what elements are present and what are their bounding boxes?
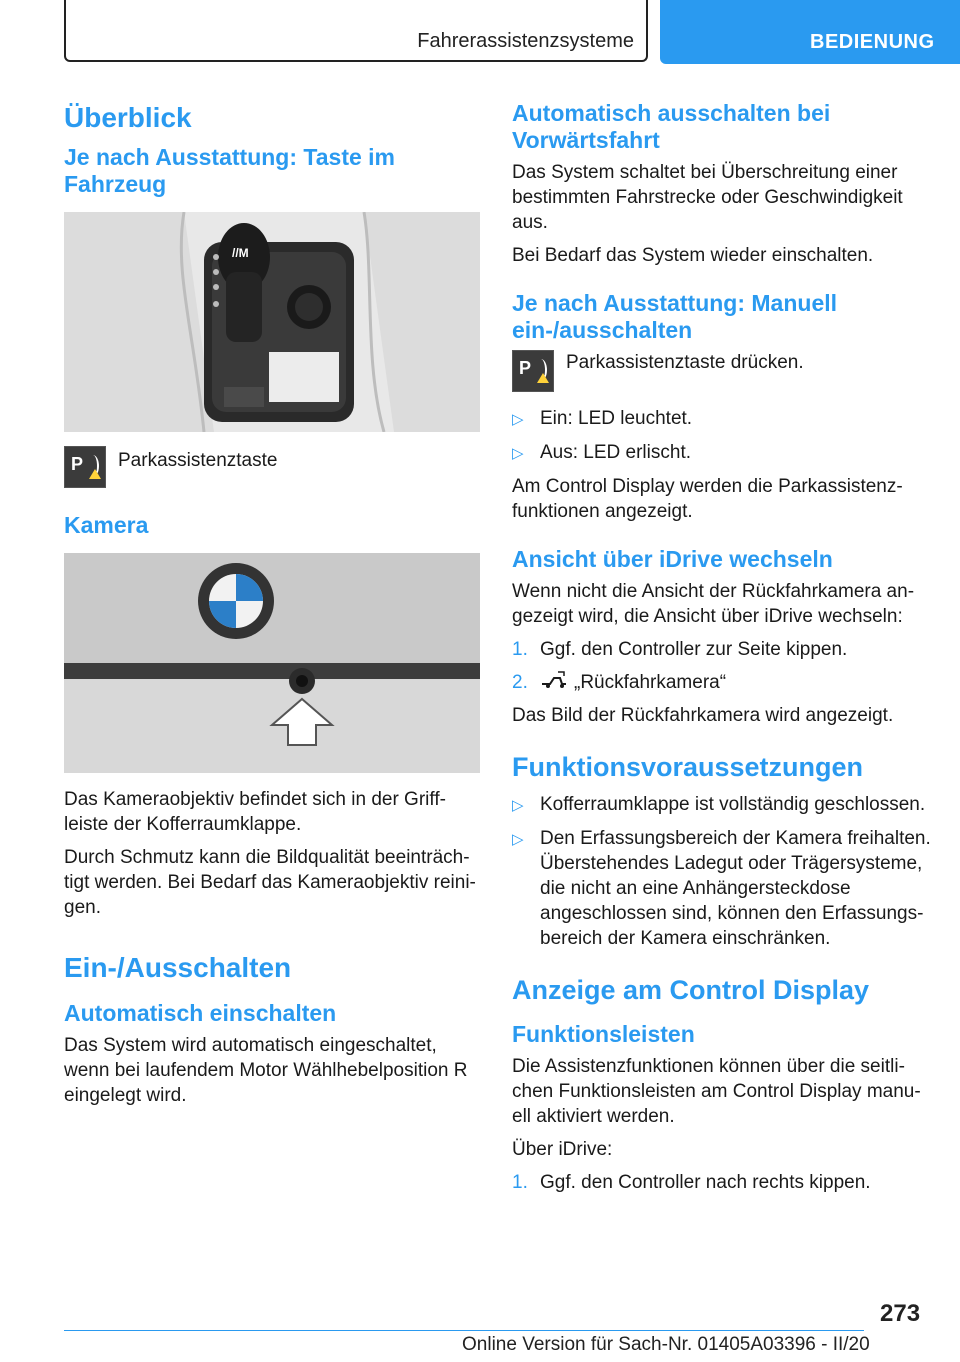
bullet-triangle-icon: ▷ xyxy=(512,831,524,848)
left-column xyxy=(64,100,480,1116)
auto-on-text: Das System wird automatisch eingeschaltet, wenn bei laufendem Motor Wählhebelposition R eingelegt wird. xyxy=(64,1035,468,1106)
bullet-triangle-icon: ▷ xyxy=(512,411,524,428)
heading-on-off: Ein-/Ausschalten xyxy=(64,952,292,983)
svg-text://M: //M xyxy=(232,246,249,260)
display-functions-text: Am Control Display werden die Parkassistenzfunktionen angezeigt. xyxy=(512,476,903,522)
change-view-text: Wenn nicht die Ansicht der Rückfahrkamera angezeigt wird, die Ansicht über iDrive wechseln: xyxy=(512,581,915,627)
camera-image-shown-text: Das Bild der Rückfahrkamera wird angezeigt. xyxy=(512,705,894,726)
bullet-keep-area-clear: ▷ Den Erfassungsbereich der Kamera freihalten. Überstehendes Ladegut oder Trägersysteme, die nicht an eine Anhängersteckdose angeschlossen sind, können den Erfassungsbereich der Kamera einschränken. xyxy=(512,828,931,949)
heading-manual-on-off: Je nach Ausstattung: Manuell ein-/ausschalten xyxy=(512,290,838,343)
footer-online-version: Online Version für Sach-Nr. 01405A03396 - II/20 xyxy=(462,1334,870,1355)
header-section-tab xyxy=(64,0,648,62)
page-number: 273 xyxy=(880,1300,921,1327)
footer-divider xyxy=(64,1330,864,1331)
right-column xyxy=(512,100,932,1203)
bullet-tailgate-closed: ▷ Kofferraumklappe ist vollständig geschlossen. xyxy=(512,792,932,818)
park-assist-button-label: Parkassistenztaste xyxy=(118,450,278,471)
heading-auto-on: Automatisch einschalten xyxy=(64,1000,337,1026)
reactivate-text: Bei Bedarf das System wieder einschalten. xyxy=(512,245,874,266)
console-photo xyxy=(64,212,480,432)
park-assist-button-icon: P xyxy=(64,446,106,488)
bullet-triangle-icon: ▷ xyxy=(512,797,524,814)
header-section-title: Fahrerassistenzsysteme xyxy=(417,30,634,52)
bullet-triangle-icon: ▷ xyxy=(512,445,524,462)
heading-auto-off: Automatisch ausschalten bei Vorwärtsfahrt xyxy=(512,100,831,153)
heading-overview: Überblick xyxy=(64,102,192,133)
function-bars-text: Die Assistenzfunktionen können über die seitlichen Funktionsleisten am Control Display manuell aktiviert werden. xyxy=(512,1056,921,1127)
bullet-led-off: ▷ Aus: LED erlischt. xyxy=(512,440,932,466)
camera-location-text: Das Kameraobjektiv befindet sich in der Griffleiste der Kofferraumklappe. xyxy=(64,789,446,835)
rear-camera-photo xyxy=(64,553,480,773)
header-chapter-tab xyxy=(660,0,960,64)
heading-control-display: Anzeige am Control Display xyxy=(512,975,870,1005)
park-assist-button-row xyxy=(64,446,480,488)
step-2: 2. „Rückfahrkamera“ xyxy=(512,672,727,693)
console-illustration xyxy=(64,212,480,432)
heading-prerequisites: Funktionsvoraussetzungen xyxy=(512,752,864,782)
heading-camera: Kamera xyxy=(64,512,149,538)
step-1: 1. Ggf. den Controller zur Seite kippen. xyxy=(512,639,848,660)
via-idrive-text: Über iDrive: xyxy=(512,1139,613,1160)
rear-camera-illustration xyxy=(64,553,480,773)
rear-camera-icon xyxy=(540,670,568,692)
header-chapter-title: BEDIENUNG xyxy=(810,31,935,53)
manual-button-text: Parkassistenztaste drücken. xyxy=(566,352,804,373)
park-assist-button-icon-2: P xyxy=(512,350,554,392)
heading-button-in-vehicle: Je nach Ausstattung: Taste im Fahrzeug xyxy=(64,144,396,197)
camera-dirt-text: Durch Schmutz kann die Bildqualität beeinträchtigt werden. Bei Bedarf das Kameraobjektiv reinigen. xyxy=(64,847,476,918)
manual-button-row xyxy=(512,350,932,392)
bullet-led-on: ▷ Ein: LED leuchtet. xyxy=(512,406,932,432)
auto-off-text: Das System schaltet bei Überschreitung einer bestimmten Fahrstrecke oder Geschwindigkeit aus. xyxy=(512,162,903,233)
heading-function-bars: Funktionsleisten xyxy=(512,1021,695,1047)
heading-change-view: Ansicht über iDrive wechseln xyxy=(512,546,833,572)
step-tilt-right: 1. Ggf. den Controller nach rechts kippen. xyxy=(512,1172,871,1193)
